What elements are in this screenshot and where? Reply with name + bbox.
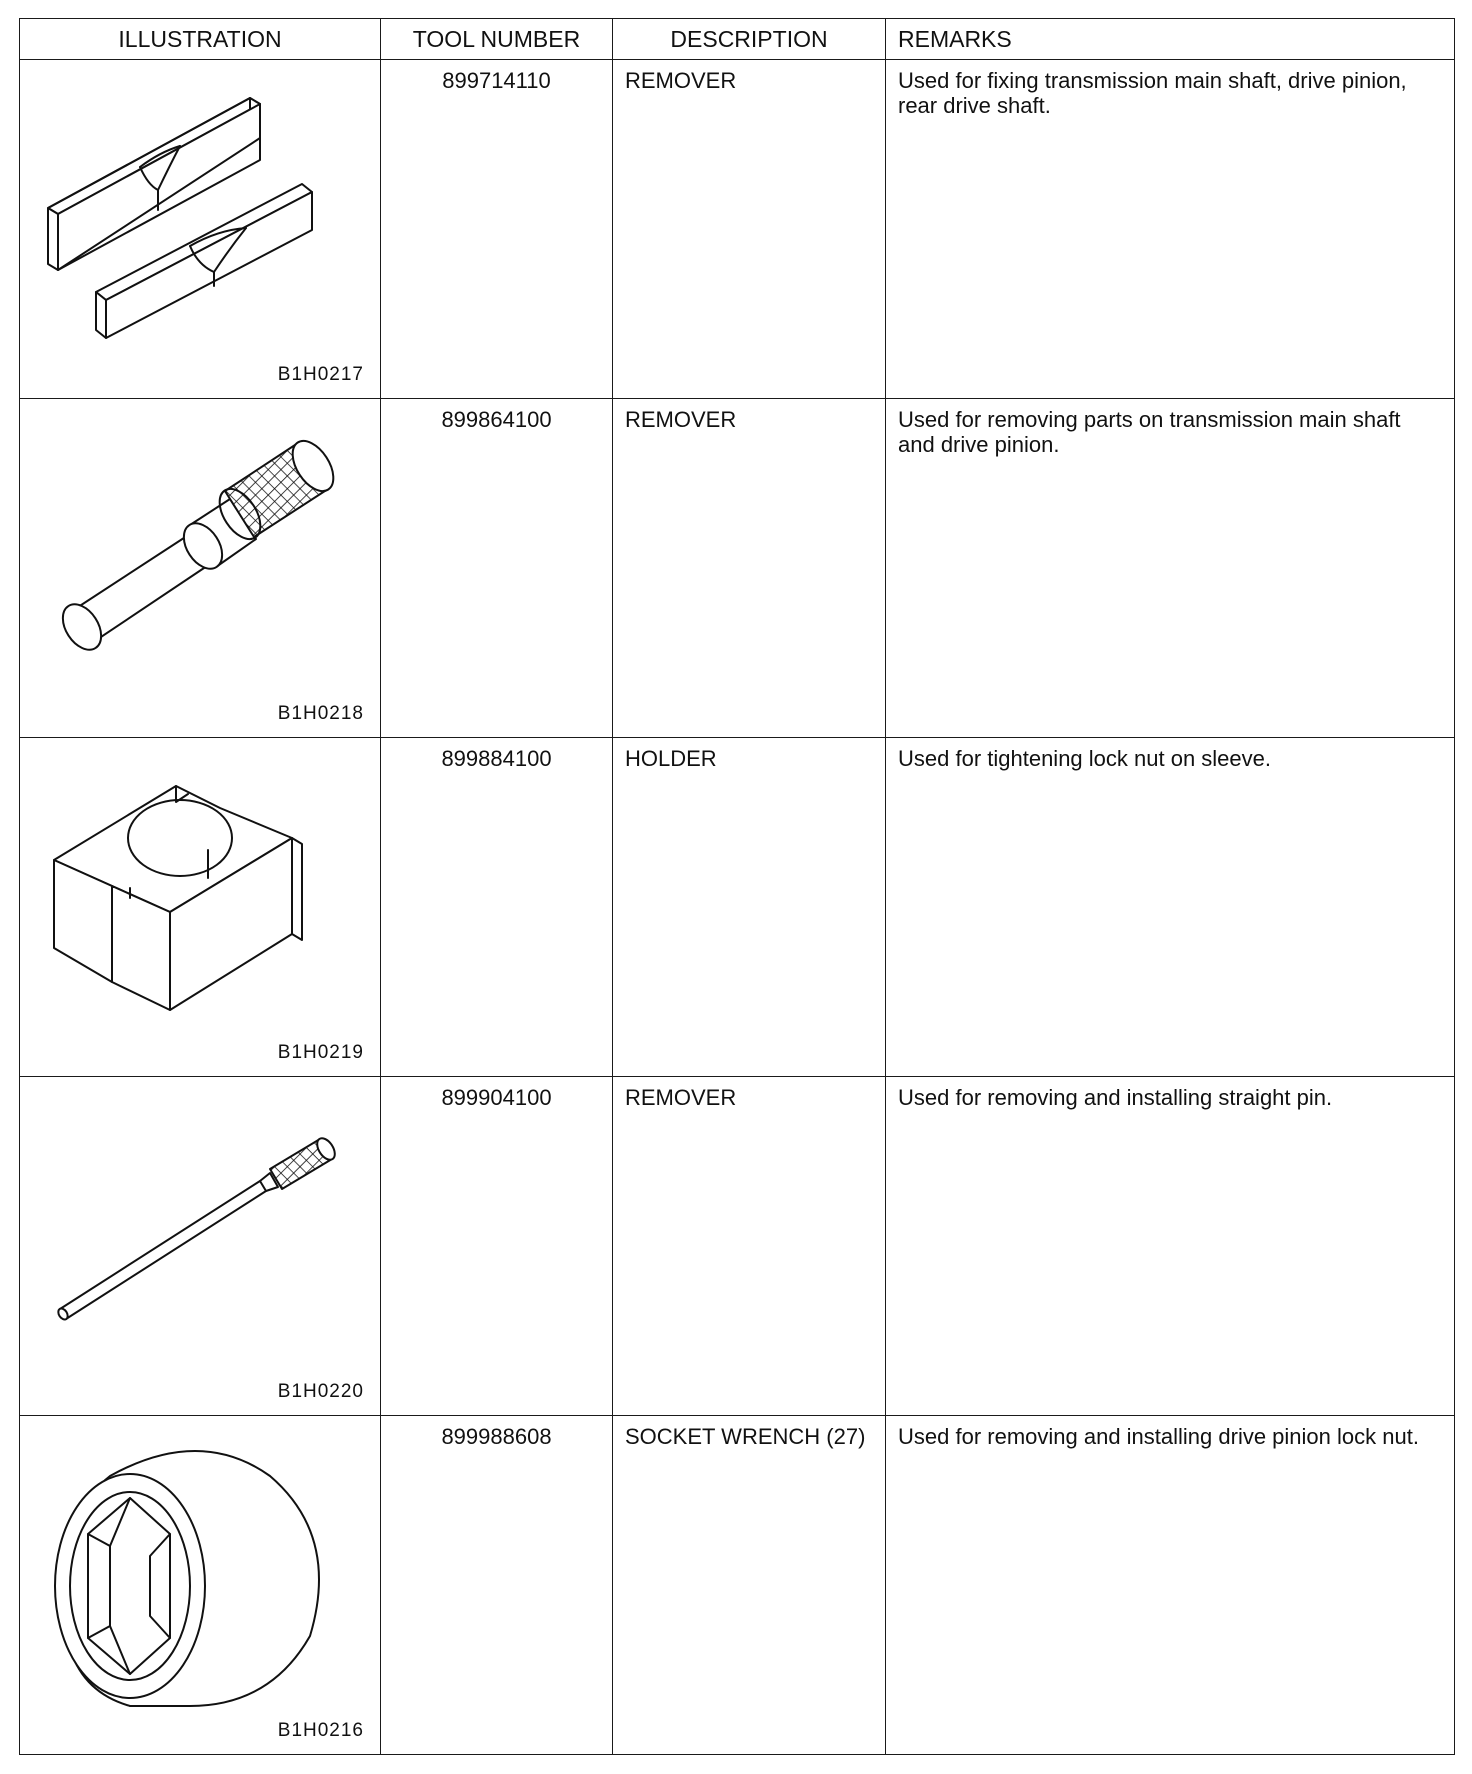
table-row [20,60,1455,399]
header-remarks: REMARKS [886,19,1455,60]
remarks-cell: Used for removing parts on transmission main shaft and drive pinion. [886,399,1455,738]
illustration-cell [20,738,381,1077]
description-cell: SOCKET WRENCH (27) [613,1416,886,1755]
remover-knurled-pin-icon [20,399,381,729]
remover-rod-icon [20,1077,381,1407]
illustration-code: B1H0217 [277,364,364,385]
table-row [20,1416,1455,1755]
description-cell: REMOVER [613,1077,886,1416]
description-cell: REMOVER [613,399,886,738]
remarks-cell: Used for tightening lock nut on sleeve. [886,738,1455,1077]
illustration-cell [20,60,381,399]
header-description: DESCRIPTION [613,19,886,60]
illustration-code: B1H0216 [277,1720,364,1741]
header-illustration: ILLUSTRATION [20,19,381,60]
header-tool-number: TOOL NUMBER [381,19,613,60]
illustration-code: B1H0218 [277,703,364,724]
holder-block-icon [20,738,381,1068]
table-row [20,399,1455,738]
illustration-code: B1H0220 [277,1381,364,1402]
table-row [20,1077,1455,1416]
special-tools-table [19,18,1455,1755]
remarks-cell: Used for fixing transmission main shaft, drive pinion, rear drive shaft. [886,60,1455,399]
table-row [20,738,1455,1077]
remarks-cell: Used for removing and installing straight pin. [886,1077,1455,1416]
illustration-code: B1H0219 [277,1042,364,1063]
remover-blocks-icon [20,60,381,390]
tool-number-cell: 899884100 [381,738,613,1077]
tool-number-cell: 899988608 [381,1416,613,1755]
description-cell: REMOVER [613,60,886,399]
tool-number-cell: 899714110 [381,60,613,399]
illustration-cell [20,1077,381,1416]
socket-wrench-icon [20,1416,381,1746]
illustration-cell [20,399,381,738]
table-header-row [20,19,1455,60]
tool-number-cell: 899904100 [381,1077,613,1416]
tool-number-cell: 899864100 [381,399,613,738]
illustration-cell [20,1416,381,1755]
remarks-cell: Used for removing and installing drive pinion lock nut. [886,1416,1455,1755]
description-cell: HOLDER [613,738,886,1077]
